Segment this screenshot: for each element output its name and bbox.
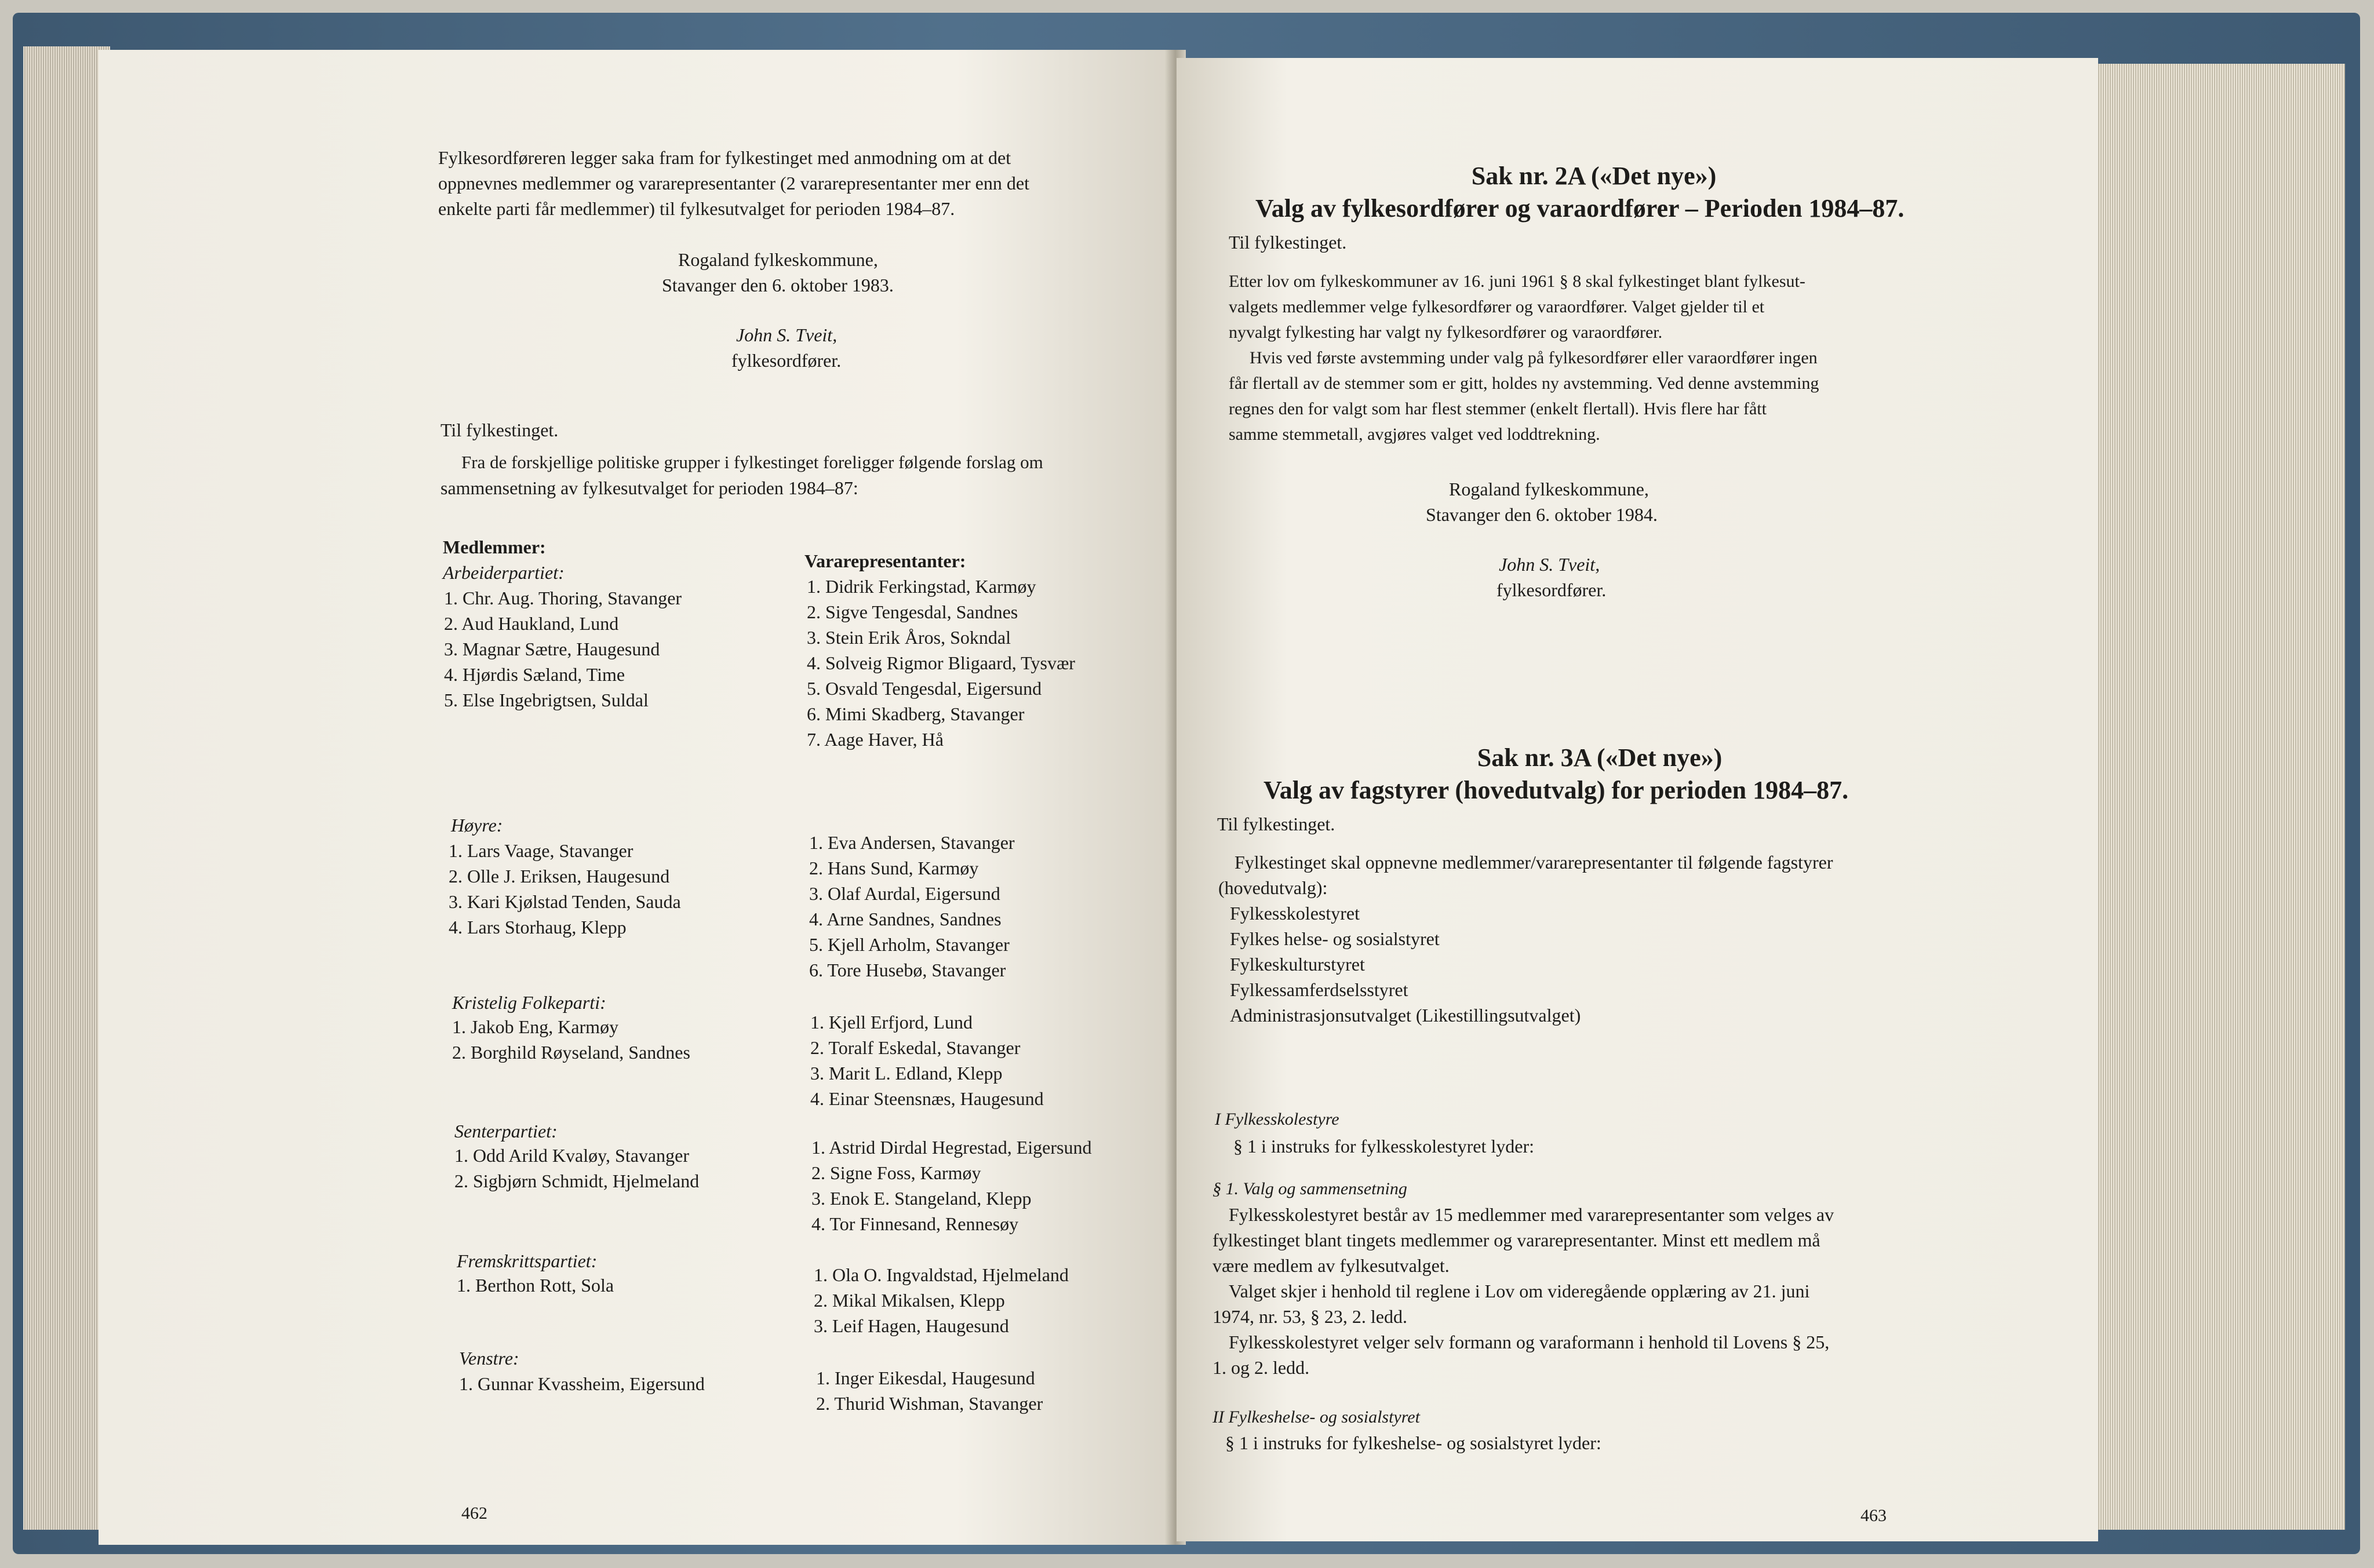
member-list (457, 1272, 614, 1298)
page-number: 462 (461, 1504, 487, 1523)
to-line: Til fylkestinget. (440, 420, 559, 440)
list-item: 1. Astrid Dirdal Hegrestad, Eigersund (811, 1137, 1092, 1158)
list-item: 1. Berthon Rott, Sola (457, 1275, 614, 1296)
body-line: valgets medlemmer velge fylkesordfører og varaordfører. Valget gjelder til et (1229, 297, 1765, 316)
party-name: Arbeiderpartiet: (443, 562, 565, 583)
list-item: 7. Aage Haver, Hå (807, 729, 944, 750)
list-item: 3. Marit L. Edland, Klepp (810, 1063, 1003, 1084)
body-line: Fylkesskolestyret velger selv formann og varaformann i henhold til Lovens § 25, (1229, 1332, 1830, 1352)
member-list (444, 585, 682, 713)
list-item: 2. Signe Foss, Karmøy (811, 1162, 981, 1183)
member-list (449, 838, 681, 940)
sak2-subtitle: Valg av fylkesordfører og varaordfører – Perioden 1984–87. (1255, 194, 1905, 223)
section-2-heading: II Fylkeshelse- og sosialstyret (1213, 1407, 1420, 1427)
list-item: 4. Arne Sandnes, Sandnes (809, 909, 1002, 929)
list-item: 5. Osvald Tengesdal, Eigersund (807, 678, 1042, 699)
sak2-signoff-org: Rogaland fylkeskommune, (1449, 479, 1649, 499)
body-line: være medlem av fylkesutvalget. (1213, 1255, 1450, 1276)
section-1-body (1213, 1202, 1834, 1380)
sak3-title: Sak nr. 3A («Det nye») (1477, 743, 1723, 772)
list-item: 3. Olaf Aurdal, Eigersund (809, 883, 1000, 904)
list-item: 4. Solveig Rigmor Bligaard, Tysvær (807, 652, 1075, 673)
deputy-list (809, 830, 1015, 983)
list-item: 3. Leif Hagen, Haugesund (814, 1315, 1009, 1336)
party-name: Høyre: (451, 815, 503, 836)
list-item: 2. Hans Sund, Karmøy (809, 858, 979, 878)
section-1-line: § 1 i instruks for fylkesskolestyret lyder: (1233, 1136, 1535, 1157)
list-item: 2. Olle J. Eriksen, Haugesund (449, 866, 670, 887)
deputy-list (816, 1365, 1043, 1416)
list-item: 2. Mikal Mikalsen, Klepp (814, 1290, 1005, 1311)
body-line: regnes den for valgt som har flest stemmer (enkelt flertall). Hvis flere har fått (1229, 399, 1767, 418)
page-edges-right (2090, 64, 2345, 1530)
signoff-name: John S. Tveit, (736, 324, 838, 345)
list-item: 4. Tor Finnesand, Rennesøy (811, 1213, 1019, 1234)
list-item: 1. Ola O. Ingvaldstad, Hjelmeland (814, 1264, 1069, 1285)
board-list (1230, 900, 1581, 1028)
sak2-body (1229, 269, 1819, 447)
list-item: 1. Lars Vaage, Stavanger (449, 840, 633, 861)
party-name: Kristelig Folkeparti: (452, 992, 606, 1013)
list-item: 1. Gunnar Kvassheim, Eigersund (459, 1373, 705, 1394)
members-heading: Medlemmer: (443, 537, 546, 557)
section-1-heading: I Fylkesskolestyre (1215, 1110, 1339, 1129)
deputy-list (807, 574, 1075, 752)
list-item: Fylkesskolestyret (1230, 903, 1360, 924)
signoff-org: Rogaland fylkeskommune, (678, 249, 878, 270)
list-item: 6. Tore Husebø, Stavanger (809, 960, 1006, 980)
body-line: nyvalgt fylkesting har valgt ny fylkesordfører og varaordfører. (1229, 323, 1663, 342)
list-item: 1. Eva Andersen, Stavanger (809, 832, 1015, 853)
list-item: 5. Else Ingebrigtsen, Suldal (444, 690, 649, 710)
list-item: 1. Kjell Erfjord, Lund (810, 1012, 973, 1033)
list-item: 4. Lars Storhaug, Klepp (449, 917, 627, 938)
body-line: Hvis ved første avstemming under valg på fylkesordfører eller varaordfører ingen (1250, 348, 1818, 367)
section-1-sub: § 1. Valg og sammensetning (1213, 1179, 1407, 1198)
intro-line-1: Fylkesordføreren legger saka fram for fylkestinget med anmodning om at det (438, 147, 1011, 168)
body-line: 1974, nr. 53, § 23, 2. ledd. (1213, 1306, 1407, 1327)
party-name: Venstre: (459, 1348, 519, 1369)
list-item: 1. Didrik Ferkingstad, Karmøy (807, 576, 1036, 597)
deputies-heading: Vararepresentanter: (804, 550, 966, 571)
list-item: 3. Kari Kjølstad Tenden, Sauda (449, 891, 681, 912)
sak3-intro-2: (hovedutvalg): (1218, 877, 1328, 898)
right-page (1177, 58, 2098, 1541)
sak3-intro-1: Fylkestinget skal oppnevne medlemmer/vararepresentanter til følgende fagstyrer (1235, 852, 1833, 873)
list-item: 4. Einar Steensnæs, Haugesund (810, 1088, 1044, 1109)
sak2-title: Sak nr. 2A («Det nye») (1471, 162, 1717, 190)
body-line: Etter lov om fylkeskommuner av 16. juni 1961 § 8 skal fylkestinget blant fylkesut- (1229, 272, 1805, 291)
list-item: 5. Kjell Arholm, Stavanger (809, 934, 1010, 955)
party-name: Senterpartiet: (454, 1121, 558, 1142)
deputy-list (811, 1135, 1091, 1237)
signoff-title: fylkesordfører. (731, 350, 842, 371)
list-item: 2. Aud Haukland, Lund (444, 613, 619, 634)
body-line: fylkestinget blant tingets medlemmer og vararepresentanter. Minst ett medlem må (1213, 1230, 1820, 1250)
list-item: 1. Chr. Aug. Thoring, Stavanger (444, 588, 682, 608)
member-list (454, 1143, 699, 1194)
deputy-list (814, 1262, 1069, 1339)
list-item: 6. Mimi Skadberg, Stavanger (807, 703, 1025, 724)
body-line: samme stemmetall, avgjøres valget ved loddtrekning. (1229, 425, 1600, 444)
left-page (99, 50, 1171, 1545)
page-edges-left (23, 46, 110, 1530)
list-item: Fylkes helse- og sosialstyret (1230, 928, 1440, 949)
list-item: 3. Enok E. Stangeland, Klepp (811, 1188, 1032, 1209)
list-item: 2. Toralf Eskedal, Stavanger (810, 1037, 1021, 1058)
body-line: Valget skjer i henhold til reglene i Lov om videregående opplæring av 21. juni (1229, 1281, 1810, 1301)
list-item: 3. Magnar Sætre, Haugesund (444, 639, 660, 659)
list-item: Fylkessamferdselsstyret (1230, 979, 1408, 1000)
list-item: 2. Thurid Wishman, Stavanger (816, 1393, 1043, 1414)
sak2-to: Til fylkestinget. (1229, 232, 1347, 253)
list-item: 3. Stein Erik Åros, Sokndal (807, 627, 1011, 648)
sak2-signoff-name: John S. Tveit, (1499, 554, 1600, 575)
body-line: får flertall av de stemmer som er gitt, holdes ny avstemming. Ved denne avstemming (1229, 374, 1819, 393)
list-item: Administrasjonsutvalget (Likestillingsutvalget) (1230, 1005, 1581, 1026)
proposal-line-2: sammensetning av fylkesutvalget for perioden 1984–87: (440, 477, 858, 498)
sak2-signoff-title: fylkesordfører. (1497, 579, 1607, 600)
list-item: Fylkeskulturstyret (1230, 954, 1365, 975)
proposal-line-1: Fra de forskjellige politiske grupper i fylkestinget foreligger følgende forslag om (461, 452, 1043, 472)
sak2-signoff-place-date: Stavanger den 6. oktober 1984. (1426, 504, 1658, 525)
list-item: 2. Borghild Røyseland, Sandnes (452, 1042, 690, 1063)
intro-line-2: oppnevnes medlemmer og vararepresentanter (2 vararepresentanter mer enn det (438, 173, 1029, 194)
member-list (459, 1371, 705, 1396)
list-item: 1. Odd Arild Kvaløy, Stavanger (454, 1145, 689, 1166)
sak3-to: Til fylkestinget. (1217, 814, 1335, 834)
sak3-subtitle: Valg av fagstyrer (hovedutvalg) for perioden 1984–87. (1264, 776, 1849, 804)
intro-line-3: enkelte parti får medlemmer) til fylkesutvalget for perioden 1984–87. (438, 198, 955, 219)
member-list (452, 1014, 690, 1065)
body-line: 1. og 2. ledd. (1213, 1357, 1310, 1378)
section-2-line: § 1 i instruks for fylkeshelse- og sosialstyret lyder: (1225, 1432, 1601, 1453)
party-name: Fremskrittspartiet: (457, 1250, 598, 1271)
body-line: Fylkesskolestyret består av 15 medlemmer med vararepresentanter som velges av (1229, 1204, 1834, 1225)
deputy-list (810, 1009, 1044, 1111)
list-item: 4. Hjørdis Sæland, Time (444, 664, 625, 685)
signoff-place-date: Stavanger den 6. oktober 1983. (662, 275, 894, 296)
page-number: 463 (1860, 1506, 1887, 1525)
list-item: 2. Sigve Tengesdal, Sandnes (807, 601, 1018, 622)
list-item: 1. Jakob Eng, Karmøy (452, 1016, 619, 1037)
list-item: 1. Inger Eikesdal, Haugesund (816, 1368, 1035, 1388)
list-item: 2. Sigbjørn Schmidt, Hjelmeland (454, 1170, 700, 1191)
